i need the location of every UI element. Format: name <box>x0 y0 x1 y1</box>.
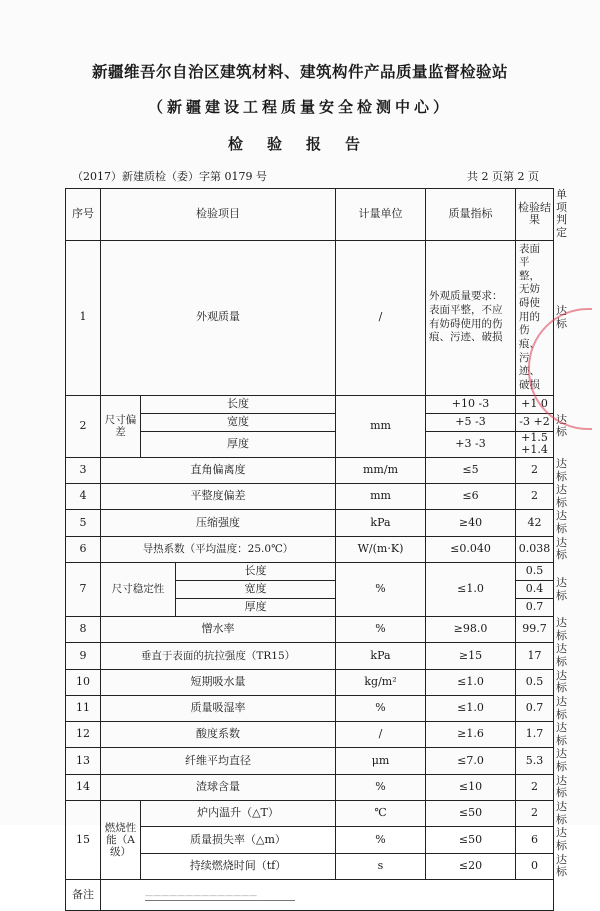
row-group: 尺寸稳定性 <box>101 563 176 617</box>
row-unit: kPa <box>336 643 426 669</box>
row-subitem: 质量损失率（△m） <box>141 827 336 853</box>
row-unit: mm <box>336 484 426 510</box>
table-row-11: 11 质量吸湿率 % ≤1.0 0.7 达标 <box>66 695 554 721</box>
row-spec: ≤5 <box>426 457 516 483</box>
row-no: 5 <box>66 510 101 536</box>
inspection-table <box>65 188 567 911</box>
row-unit: kg/m² <box>336 669 426 695</box>
row-spec: ≥1.6 <box>426 722 516 748</box>
table-row-2-0: 2 尺寸偏差 长度 mm +10 -3 +1 0 达标 <box>66 395 554 413</box>
table-row-13: 13 纤维平均直径 μm ≤7.0 5.3 达标 <box>66 748 554 774</box>
row-item: 质量吸湿率 <box>101 695 336 721</box>
row-result: 99.7 <box>516 617 554 643</box>
row-no: 15 <box>66 800 101 879</box>
row-unit: ℃ <box>336 800 426 826</box>
row-result: 2 <box>516 484 554 510</box>
remarks-cell <box>101 879 554 910</box>
row-result: 0 <box>516 853 554 879</box>
table-row-remarks <box>66 879 554 910</box>
table-row-4: 4 平整度偏差 mm ≤6 2 达标 <box>66 484 554 510</box>
table-row-12: 12 酸度系数 / ≥1.6 1.7 达标 <box>66 722 554 748</box>
row-subitem: 宽度 <box>176 581 336 599</box>
row-spec: ≤0.040 <box>426 536 516 562</box>
row-spec: ≤1.0 <box>426 669 516 695</box>
remarks-label: 备注 <box>66 879 101 910</box>
row-unit: kPa <box>336 510 426 536</box>
row-result: 6 <box>516 827 554 853</box>
row-result: 0.038 <box>516 536 554 562</box>
row-subitem: 长度 <box>141 395 336 413</box>
row-spec: ≥15 <box>426 643 516 669</box>
title-line-1: 新疆维吾尔自治区建筑材料、建筑构件产品质量监督检验站 <box>91 62 508 81</box>
row-spec: +5 -3 <box>426 413 516 431</box>
row-item: 渣球含量 <box>101 774 336 800</box>
row-no: 11 <box>66 695 101 721</box>
title-line-2: （新疆建设工程质量安全检测中心） <box>147 98 452 116</box>
row-group: 燃烧性能（A级） <box>101 800 141 879</box>
row-no: 7 <box>66 563 101 617</box>
row-no: 1 <box>66 240 101 395</box>
row-no: 14 <box>66 774 101 800</box>
row-unit: % <box>336 617 426 643</box>
row-no: 4 <box>66 484 101 510</box>
row-spec: ≤10 <box>426 774 516 800</box>
row-item: 短期吸水量 <box>101 669 336 695</box>
row-item: 酸度系数 <box>101 722 336 748</box>
row-group: 尺寸偏差 <box>101 395 141 457</box>
row-subitem: 厚度 <box>141 431 336 457</box>
row-result: 17 <box>516 643 554 669</box>
row-item: 纤维平均直径 <box>101 748 336 774</box>
row-item: 外观质量 <box>101 240 336 395</box>
header-no: 序号 <box>66 189 101 241</box>
row-no: 8 <box>66 617 101 643</box>
row-no: 10 <box>66 669 101 695</box>
row-subitem: 宽度 <box>141 413 336 431</box>
row-spec: ≤50 <box>426 827 516 853</box>
table-row-5: 5 压缩强度 kPa ≥40 42 达标 <box>66 510 554 536</box>
row-spec: +10 -3 <box>426 395 516 413</box>
row-item: 直角偏离度 <box>101 457 336 483</box>
row-spec: ≤1.0 <box>426 563 516 617</box>
table-row-15-1: 质量损失率（△m） % ≤50 6 达标 <box>66 827 554 853</box>
report-number: （2017）新建质检（委）字第 0179 号 <box>72 170 267 183</box>
row-unit: mm <box>336 395 426 457</box>
row-spec: ≤50 <box>426 800 516 826</box>
row-result: 1.7 <box>516 722 554 748</box>
table-row-14: 14 渣球含量 % ≤10 2 达标 <box>66 774 554 800</box>
remarks-line: —————————————— <box>145 891 295 901</box>
row-no: 13 <box>66 748 101 774</box>
row-subitem: 炉内温升（△T） <box>141 800 336 826</box>
header-result: 检验结果 <box>516 189 554 241</box>
row-result: 2 <box>516 800 554 826</box>
row-no: 6 <box>66 536 101 562</box>
row-unit: % <box>336 827 426 853</box>
table-header-row: 序号 检验项目 计量单位 质量指标 检验结果 单项判定 <box>66 189 554 241</box>
page-info: 共 2 页第 2 页 <box>467 170 539 183</box>
row-spec: ≤6 <box>426 484 516 510</box>
row-result: 0.5 <box>516 669 554 695</box>
row-no: 9 <box>66 643 101 669</box>
header-item: 检验项目 <box>101 189 336 241</box>
row-result: 2 <box>516 457 554 483</box>
table-row-7-0: 7 尺寸稳定性 长度 % ≤1.0 0.5 达标 <box>66 563 554 581</box>
row-result: +1 0 <box>516 395 554 413</box>
row-unit: s <box>336 853 426 879</box>
row-result: +1.5 +1.4 <box>516 431 554 457</box>
row-spec: ≥40 <box>426 510 516 536</box>
row-result: 0.7 <box>516 599 554 617</box>
row-unit: % <box>336 774 426 800</box>
table-row-6: 6 导热系数（平均温度：25.0℃） W/(m·K) ≤0.040 0.038 达标 <box>66 536 554 562</box>
row-subitem: 持续燃烧时间（tf） <box>141 853 336 879</box>
row-subitem: 厚度 <box>176 599 336 617</box>
row-result: 0.7 <box>516 695 554 721</box>
row-no: 12 <box>66 722 101 748</box>
row-spec: ≥98.0 <box>426 617 516 643</box>
row-spec: 外观质量要求：表面平整，不应有妨碍使用的伤痕、污迹、破损 <box>426 240 516 395</box>
table-row-3: 3 直角偏离度 mm/m ≤5 2 达标 <box>66 457 554 483</box>
table-row-15-0: 15 燃烧性能（A级） 炉内温升（△T） ℃ ≤50 2 达标 <box>66 800 554 826</box>
row-result: -3 +2 <box>516 413 554 431</box>
table-row-8: 8 憎水率 % ≥98.0 99.7 达标 <box>66 617 554 643</box>
row-no: 2 <box>66 395 101 457</box>
row-subitem: 长度 <box>176 563 336 581</box>
row-item: 垂直于表面的抗拉强度（TR15） <box>101 643 336 669</box>
table-row-15-2: 持续燃烧时间（tf） s ≤20 0 达标 <box>66 853 554 879</box>
row-result: 2 <box>516 774 554 800</box>
row-unit: % <box>336 695 426 721</box>
row-item: 憎水率 <box>101 617 336 643</box>
row-spec: +3 -3 <box>426 431 516 457</box>
row-result: 5.3 <box>516 748 554 774</box>
row-item: 平整度偏差 <box>101 484 336 510</box>
row-result: 表面平整，无妨碍使用的伤痕、污迹、破损 <box>516 240 554 395</box>
table-row-10: 10 短期吸水量 kg/m² ≤1.0 0.5 达标 <box>66 669 554 695</box>
header-spec: 质量指标 <box>426 189 516 241</box>
row-result: 42 <box>516 510 554 536</box>
row-spec: ≤1.0 <box>426 695 516 721</box>
table-row-9: 9 垂直于表面的抗拉强度（TR15） kPa ≥15 17 达标 <box>66 643 554 669</box>
row-unit: % <box>336 563 426 617</box>
table-row-1: 1 外观质量 / 外观质量要求：表面平整，不应有妨碍使用的伤痕、污迹、破损 表面平整，无妨碍使用的伤痕、污迹、破损 达标 <box>66 240 554 395</box>
row-unit: / <box>336 240 426 395</box>
row-spec: ≤20 <box>426 853 516 879</box>
row-item: 压缩强度 <box>101 510 336 536</box>
row-unit: μm <box>336 748 426 774</box>
row-unit: mm/m <box>336 457 426 483</box>
title-line-3: 检验报告 <box>227 135 384 153</box>
header-unit: 计量单位 <box>336 189 426 241</box>
row-unit: / <box>336 722 426 748</box>
row-result: 0.4 <box>516 581 554 599</box>
row-result: 0.5 <box>516 563 554 581</box>
row-unit: W/(m·K) <box>336 536 426 562</box>
row-no: 3 <box>66 457 101 483</box>
row-item: 导热系数（平均温度：25.0℃） <box>101 536 336 562</box>
row-spec: ≤7.0 <box>426 748 516 774</box>
